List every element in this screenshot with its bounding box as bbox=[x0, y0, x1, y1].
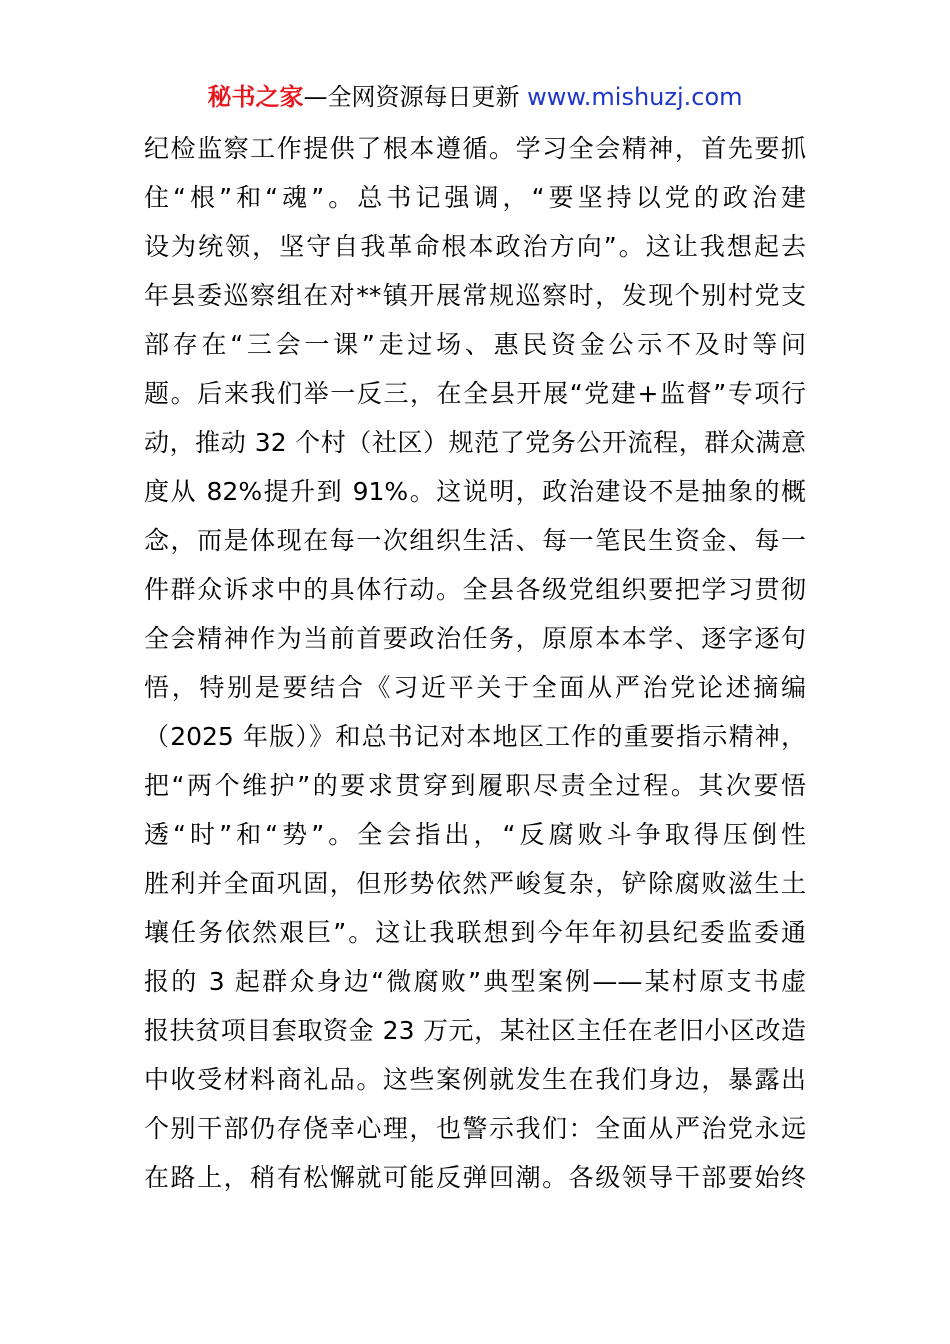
text-line: 住“根”和“魂”。总书记强调，“要坚持以党的政治建 bbox=[144, 183, 806, 212]
text-line: 纪检监察工作提供了根本遵循。学习全会精神，首先要抓 bbox=[144, 134, 806, 163]
text-line: 个别干部仍存侥幸心理，也警示我们：全面从严治党永远 bbox=[144, 1114, 806, 1143]
text-line: 壤任务依然艰巨”。这让我联想到今年年初县纪委监委通 bbox=[144, 918, 806, 947]
text-line: 全会精神作为当前首要政治任务，原原本本学、逐字逐句 bbox=[144, 624, 806, 653]
text-line: 念，而是体现在每一次组织生活、每一笔民生资金、每一 bbox=[144, 526, 806, 555]
body-text bbox=[144, 124, 806, 1202]
text-line: 把“两个维护”的要求贯穿到履职尽责全过程。其次要悟 bbox=[144, 771, 806, 800]
text-line: 部存在“三会一课”走过场、惠民资金公示不及时等问 bbox=[144, 330, 806, 359]
text-line: 件群众诉求中的具体行动。全县各级党组织要把学习贯彻 bbox=[144, 575, 806, 604]
text-line: 报扶贫项目套取资金 23 万元，某社区主任在老旧小区改造 bbox=[144, 1016, 806, 1045]
website-link[interactable]: www.mishuzj.com bbox=[527, 83, 743, 111]
text-line: 在路上，稍有松懈就可能反弹回潮。各级领导干部要始终 bbox=[144, 1163, 806, 1192]
page-header bbox=[0, 80, 950, 114]
text-line: 动，推动 32 个村（社区）规范了党务公开流程，群众满意 bbox=[144, 428, 806, 457]
text-line: 年县委巡察组在对**镇开展常规巡察时，发现个别村党支 bbox=[144, 281, 806, 310]
text-line: 胜利并全面巩固，但形势依然严峻复杂，铲除腐败滋生土 bbox=[144, 869, 806, 898]
text-line: （2025 年版）》和总书记对本地区工作的重要指示精神， bbox=[144, 722, 806, 751]
brand-name: 秘书之家 bbox=[207, 83, 304, 111]
header-tagline: —全网资源每日更新 bbox=[303, 83, 528, 111]
text-line: 设为统领，坚守自我革命根本政治方向”。这让我想起去 bbox=[144, 232, 806, 261]
text-line: 中收受材料商礼品。这些案例就发生在我们身边，暴露出 bbox=[144, 1065, 806, 1094]
text-line: 度从 82%提升到 91%。这说明，政治建设不是抽象的概 bbox=[144, 477, 806, 506]
text-line: 透“时”和“势”。全会指出，“反腐败斗争取得压倒性 bbox=[144, 820, 806, 849]
text-line: 悟，特别是要结合《习近平关于全面从严治党论述摘编 bbox=[144, 673, 806, 702]
text-line: 题。后来我们举一反三，在全县开展“党建+监督”专项行 bbox=[144, 379, 806, 408]
text-line: 报的 3 起群众身边“微腐败”典型案例——某村原支书虚 bbox=[144, 967, 806, 996]
